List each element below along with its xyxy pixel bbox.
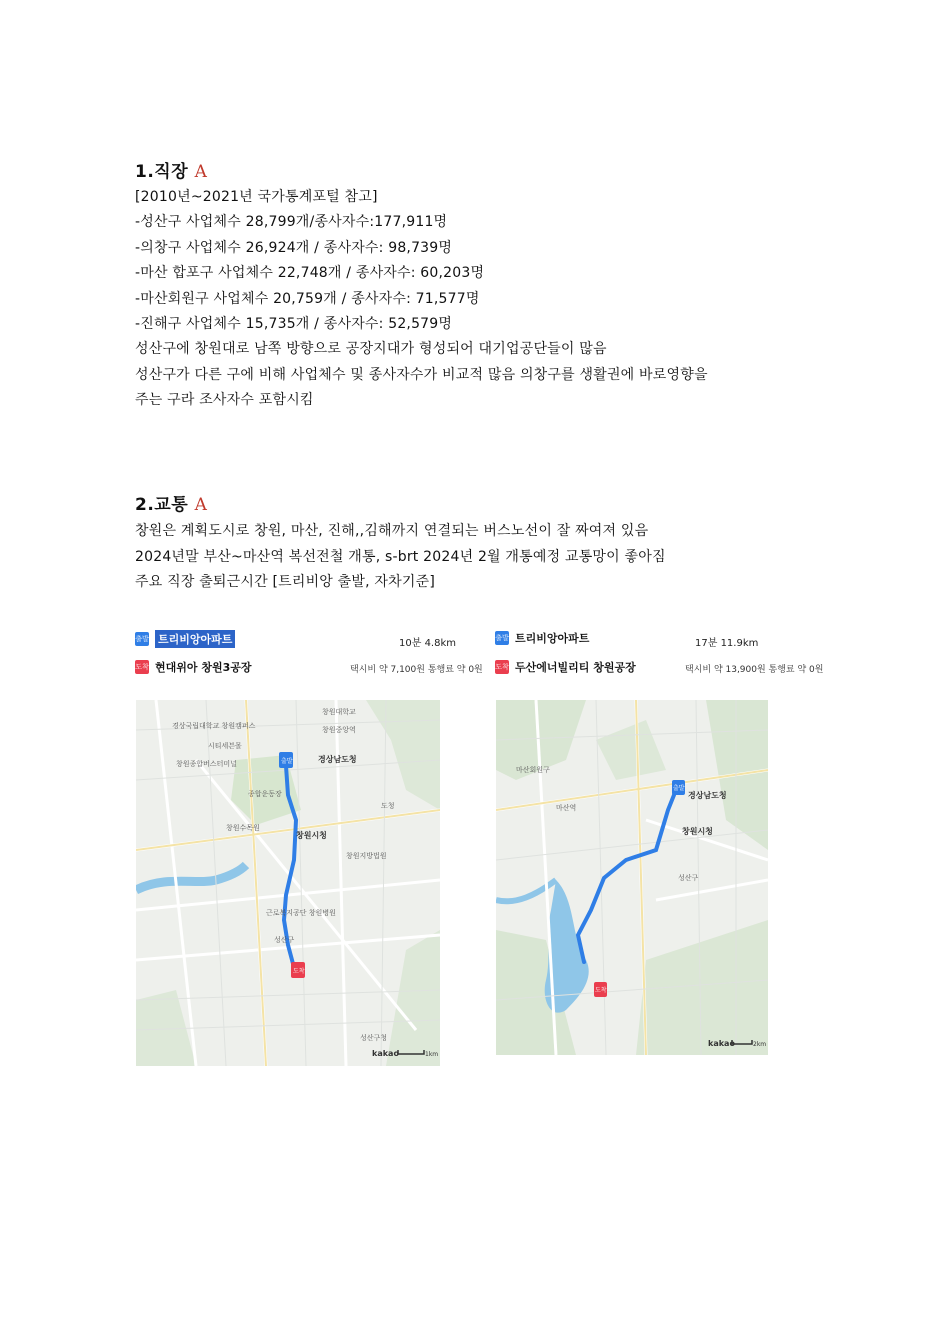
section2-title: 교통 xyxy=(154,495,189,515)
route2-start-badge: 출발 xyxy=(495,631,509,645)
route1-label-10: 근로복지공단 창원병원 xyxy=(266,909,336,917)
route2-card xyxy=(495,626,824,1056)
section1-title: 직장 xyxy=(154,162,189,182)
section1-line-2: -의창구 사업체수 26,924개 / 종사자수: 98,739명 xyxy=(135,240,453,256)
route2-label-2: 경상남도청 xyxy=(688,791,727,800)
section1-heading xyxy=(135,157,207,182)
route1-label-4: 창원중앙역 xyxy=(322,726,356,734)
route1-end-row xyxy=(135,659,252,675)
route2-label-1: 마산역 xyxy=(556,804,577,812)
route1-scale: 1km xyxy=(425,1051,439,1058)
section1-line-8: 주는 구라 조사자수 포함시킴 xyxy=(135,392,314,408)
route2-label-4: 성산구 xyxy=(678,874,699,882)
route1-label-13: 도청 xyxy=(381,802,395,810)
route1-start-name: 트리비앙아파트 xyxy=(155,630,235,648)
route1-label-1: 시티세븐몰 xyxy=(208,742,242,750)
section2-grade: A xyxy=(194,495,208,515)
route1-label-8: 창원시청 xyxy=(296,831,327,840)
route1-map-end: 도착 xyxy=(293,968,305,975)
route2-time-distance: 17분 11.9km xyxy=(695,638,759,649)
section1-grade: A xyxy=(194,162,208,182)
route2-fare: 택시비 약 13,900원 통행료 약 0원 xyxy=(685,665,824,675)
route1-label-3: 창원대학교 xyxy=(322,708,356,716)
section1-line-1: -성산구 사업체수 28,799개/종사자수:177,911명 xyxy=(135,214,448,230)
route2-label-3: 창원시청 xyxy=(682,827,713,836)
section1-line-4: -마산회원구 사업체수 20,759개 / 종사자수: 71,577명 xyxy=(135,291,480,307)
route2-map-start: 출발 xyxy=(673,785,685,792)
route2-label-0: 마산회원구 xyxy=(516,766,550,774)
route1-map[interactable] xyxy=(136,700,440,1066)
route1-end-badge: 도착 xyxy=(135,660,149,674)
section2-number: 2. xyxy=(135,495,155,515)
route1-label-5: 경상남도청 xyxy=(318,755,357,764)
route1-label-12: 성산구청 xyxy=(360,1034,388,1042)
route2-end-name: 두산에너빌리티 창원공장 xyxy=(515,661,636,674)
route2-start-row xyxy=(495,630,589,646)
route2-end-row xyxy=(495,659,636,675)
route1-map-svg xyxy=(136,700,440,1066)
route1-label-2: 창원종합버스터미널 xyxy=(176,760,237,768)
route2-map-end: 도착 xyxy=(595,987,607,994)
section2-heading xyxy=(135,490,207,515)
route1-fare: 택시비 약 7,100원 통행료 약 0원 xyxy=(350,665,483,675)
route2-map-svg xyxy=(496,700,768,1055)
route2-scale: 2km xyxy=(753,1041,767,1048)
route2-kakao: kakao xyxy=(708,1039,735,1048)
route2-start-name: 트리비앙아파트 xyxy=(515,632,590,645)
route1-label-11: 성산구 xyxy=(274,936,295,944)
route2-map[interactable] xyxy=(496,700,768,1055)
route1-label-0: 경상국립대학교 창원캠퍼스 xyxy=(172,722,256,730)
section2-line-1: 2024년말 부산~마산역 복선전철 개통, s-brt 2024년 2월 개통예정 교통망이 좋아짐 xyxy=(135,549,666,565)
route2-end-badge: 도착 xyxy=(495,660,509,674)
route1-end-name: 현대위아 창원3공장 xyxy=(155,661,252,674)
section2-line-0: 창원은 계획도시로 창원, 마산, 진해,,김해까지 연결되는 버스노선이 잘 짜여져 있음 xyxy=(135,523,649,539)
section1-number: 1. xyxy=(135,162,155,182)
route1-start-badge: 출발 xyxy=(135,632,149,646)
route1-card xyxy=(135,626,483,1066)
route1-map-start: 출발 xyxy=(281,758,293,765)
route1-time-distance: 10분 4.8km xyxy=(399,638,456,649)
section1-line-7: 성산구가 다른 구에 비해 사업체수 및 종사자수가 비교적 많음 의창구를 생활권에 바로영향을 xyxy=(135,367,708,383)
route1-label-6: 종합운동장 xyxy=(248,790,282,798)
route1-kakao: kakao xyxy=(372,1049,399,1058)
section1-line-5: -진해구 사업체수 15,735개 / 종사자수: 52,579명 xyxy=(135,316,453,332)
section1-line-0: [2010년~2021년 국가통계포털 참고] xyxy=(135,189,378,205)
route1-label-9: 창원지방법원 xyxy=(346,852,387,860)
section1-line-3: -마산 합포구 사업체수 22,748개 / 종사자수: 60,203명 xyxy=(135,265,485,281)
section1-line-6: 성산구에 창원대로 남쪽 방향으로 공장지대가 형성되어 대기업공단들이 많음 xyxy=(135,341,607,357)
route1-label-7: 창원수목원 xyxy=(226,824,260,832)
route1-start-row xyxy=(135,630,235,648)
section2-line-2: 주요 직장 출퇴근시간 [트리비앙 출발, 자차기준] xyxy=(135,574,435,590)
